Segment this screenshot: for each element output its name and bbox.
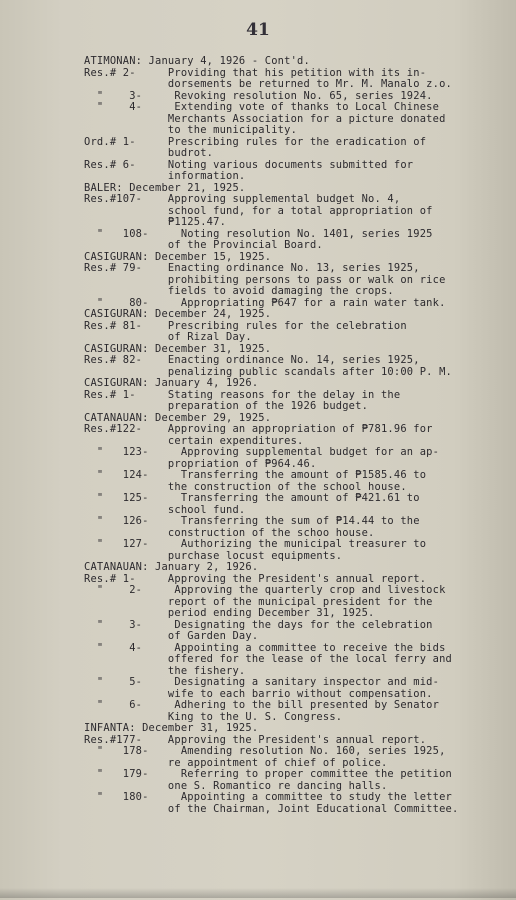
text-line: " 4- Appointing a committee to receive the bids	[84, 641, 446, 654]
text-line: " 127- Authorizing the municipal treasurer to	[84, 538, 427, 550]
text-line: CASIGURAN: December 31, 1925.	[84, 342, 272, 355]
text-line: " 3- Revoking resolution No. 65, series 1924.	[84, 89, 433, 102]
text-line: " 80- Appropriating ₱647 for a rain water tank.	[84, 296, 446, 309]
text-line: dorsements be returned to Mr. M. Manalo z.o.	[84, 78, 452, 90]
text-line: of Rizal Day.	[84, 331, 252, 343]
page-number: 41	[246, 20, 270, 40]
text-line: " 5- Designating a sanitary inspector and mid-	[84, 676, 440, 688]
text-line: " 123- Approving supplemental budget for an ap-	[84, 446, 440, 458]
text-line: report of the municipal president for the	[84, 595, 433, 608]
text-line: prohibiting persons to pass or walk on rice	[84, 273, 446, 286]
text-line: Merchants Association for a picture donated	[84, 112, 446, 125]
text-line: penalizing public scandals after 10:00 P. M.	[84, 365, 452, 378]
text-line: " 125- Transferring the amount of ₱421.61 to	[84, 492, 420, 504]
scan-edge	[0, 888, 516, 898]
text-line: fields to avoid damaging the crops.	[84, 285, 394, 297]
text-line: CASIGURAN: January 4, 1926.	[84, 377, 259, 389]
text-line: information.	[84, 170, 246, 182]
text-line: budrot.	[84, 147, 214, 159]
text-line: construction of the schoo house.	[84, 526, 375, 539]
text-line: to the municipality.	[84, 124, 298, 136]
text-line: offered for the lease of the local ferry and	[84, 653, 452, 665]
text-line: " 108- Noting resolution No. 1401, series 1925	[84, 227, 433, 240]
text-line: preparation of the 1926 budget.	[84, 400, 369, 412]
text-line: re appointment of chief of police.	[84, 756, 388, 769]
text-line: " 2- Approving the quarterly crop and livestock	[84, 584, 446, 596]
text-line: of the Provincial Board.	[84, 239, 323, 251]
text-line: " 179- Referring to proper committee the petition	[84, 768, 452, 780]
text-line: the construction of the school house.	[84, 480, 407, 493]
text-line: Res.# 81- Prescribing rules for the celebration	[84, 319, 407, 332]
text-line: of Garden Day.	[84, 630, 259, 642]
text-line: school fund, for a total appropriation of	[84, 204, 433, 217]
text-line: Ord.# 1- Prescribing rules for the eradication of	[84, 135, 427, 148]
text-line: period ending December 31, 1925.	[84, 607, 375, 619]
text-line: ATIMONAN: January 4, 1926 - Cont'd.	[84, 55, 310, 67]
text-line: one S. Romantico re dancing halls.	[84, 779, 388, 792]
text-line: certain expenditures.	[84, 434, 304, 447]
document-body	[84, 56, 504, 815]
text-line: school fund.	[84, 503, 246, 516]
text-line: Res.# 82- Enacting ordinance No. 14, series 1925,	[84, 354, 420, 366]
text-line: Res.#122- Approving an appropriation of ₱781.96 for	[84, 423, 433, 435]
text-line: BALER: December 21, 1925.	[84, 181, 246, 194]
text-line: wife to each barrio without compensation.	[84, 687, 433, 700]
text-line: " 178- Amending resolution No. 160, series 1925,	[84, 745, 446, 757]
text-line: Res.# 79- Enacting ordinance No. 13, series 1925,	[84, 262, 420, 274]
text-line: Res.#177- Approving the President's annual report.	[84, 733, 427, 746]
text-line: Res.# 1- Stating reasons for the delay in the	[84, 388, 401, 401]
text-line: Res.#107- Approving supplemental budget No. 4,	[84, 193, 401, 205]
text-line: CATANAUAN: January 2, 1926.	[84, 561, 259, 573]
text-line: Res.# 1- Approving the President's annual report.	[84, 572, 427, 585]
text-line: CATANAUAN: December 29, 1925.	[84, 411, 272, 424]
text-line: " 180- Appointing a committee to study the letter	[84, 791, 452, 803]
text-line: of the Chairman, Joint Educational Committee.	[84, 802, 459, 815]
text-line: Res.# 2- Providing that his petition with its in-	[84, 66, 427, 79]
text-line: CASIGURAN: December 24, 1925.	[84, 308, 272, 320]
text-line: " 126- Transferring the sum of ₱14.44 to the	[84, 515, 420, 527]
text-line: " 124- Transferring the amount of ₱1585.46 to	[84, 469, 427, 481]
text-line: Res.# 6- Noting various documents submitted for	[84, 158, 414, 171]
text-line: " 6- Adhering to the bill presented by Senator	[84, 699, 440, 711]
text-line: " 3- Designating the days for the celebration	[84, 618, 433, 631]
text-line: " 4- Extending vote of thanks to Local Chinese	[84, 101, 440, 113]
text-line: CASIGURAN: December 15, 1925.	[84, 250, 272, 263]
text-line: ₱1125.47.	[84, 216, 227, 228]
text-line: the fishery.	[84, 664, 246, 677]
text-line: purchase locust equipments.	[84, 549, 343, 562]
text-line: INFANTA: December 31, 1925.	[84, 722, 259, 734]
text-line: propriation of ₱964.46.	[84, 457, 317, 470]
text-line: King to the U. S. Congress.	[84, 710, 343, 723]
